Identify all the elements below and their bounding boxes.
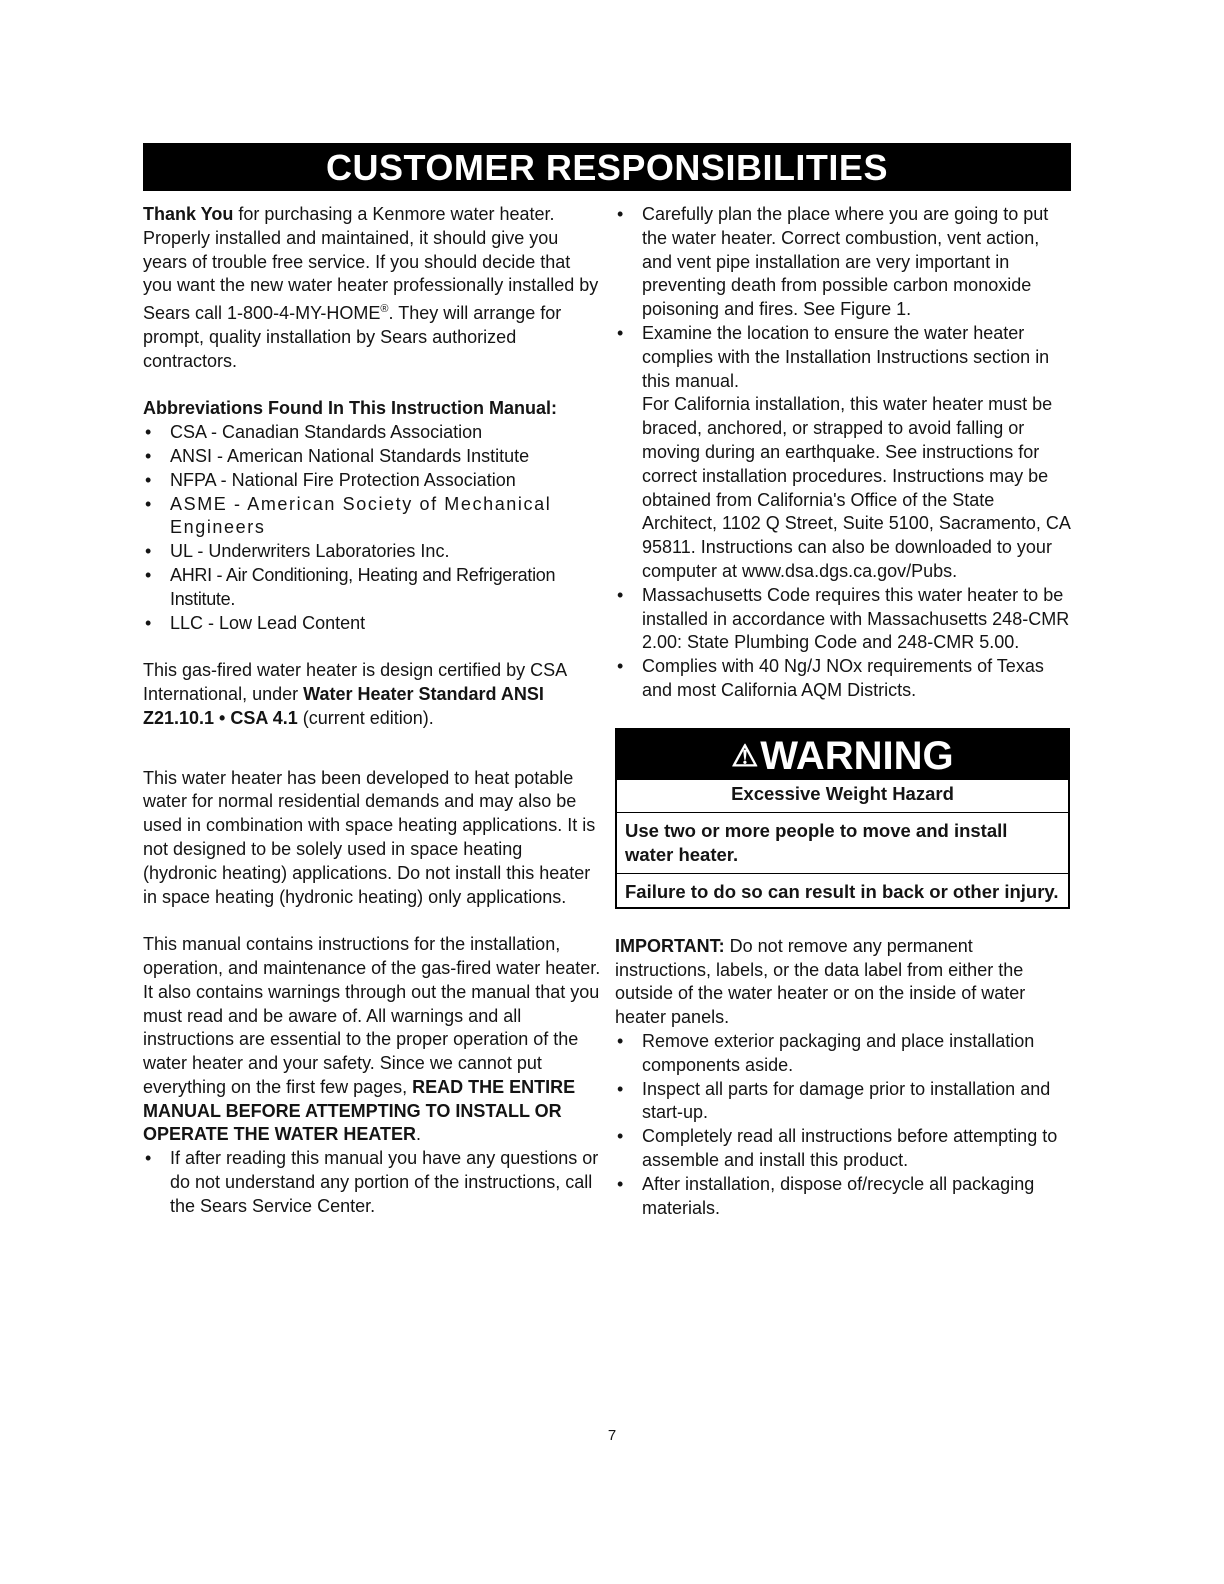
- certification-text-b: (current edition).: [297, 707, 434, 728]
- warning-title: Excessive Weight Hazard: [731, 782, 954, 804]
- bullet-icon: •: [145, 541, 152, 562]
- list-item: [615, 1030, 1073, 1078]
- important-item: Completely read all instructions before attempting to assemble and install this product.: [642, 1126, 1058, 1170]
- intro-text-a: for purchasing a Kenmore water heater. Properly installed and maintained, it should give you years of trouble free service. If you should decide that you want the new water heater professionally installed by Sears call 1-800-4-MY-HOME: [143, 204, 599, 324]
- abbreviation-llc: LLC - Low Lead Content: [170, 612, 366, 633]
- warning-box: [615, 728, 1070, 909]
- manual-info-emphasis: READ THE ENTIRE MANUAL BEFORE ATTEMPTING TO INSTALL OR OPERATE THE WATER HEATER: [143, 1076, 576, 1145]
- warning-header: [617, 730, 1068, 780]
- list-item: [615, 1173, 1073, 1221]
- registered-mark: ®: [380, 303, 389, 316]
- development-paragraph: This water heater has been developed to heat potable water for normal residential demands and may also be used in combination with space heating applications. It is not designed to be solely used in space heating (hydronic heating) applications. Do not install this heater in space heating (hydronic heating) only applications.: [143, 767, 596, 907]
- important-text: Do not remove any permanent instructions, labels, or the data label from either the outside of the water heater or on the inside of water heater panels.: [615, 935, 1026, 1028]
- warning-label: WARNING: [760, 733, 954, 778]
- examine-text: Examine the location to ensure the water heater complies with the Installation Instructions section in this manual.: [642, 322, 1050, 391]
- important-label: IMPORTANT:: [615, 935, 725, 956]
- intro-paragraph: [143, 203, 601, 374]
- list-item: [615, 322, 1073, 584]
- list-item: [615, 1078, 1073, 1126]
- bullet-icon: •: [145, 422, 152, 443]
- intro-text-b: . They will arrange for prompt, quality installation by Sears authorized contractors.: [143, 303, 562, 371]
- bullet-icon: •: [145, 612, 152, 633]
- important-list: [615, 1030, 1073, 1220]
- page-title: CUSTOMER RESPONSIBILITIES: [143, 143, 1071, 191]
- certification-standard: Water Heater Standard ANSI Z21.10.1 • CSA 4.1: [143, 683, 544, 728]
- abbreviation-csa: CSA - Canadian Standards Association: [170, 422, 483, 443]
- list-item: [615, 655, 1073, 703]
- left-column: [143, 203, 601, 1219]
- bullet-icon: •: [145, 469, 152, 490]
- page-number: 7: [607, 1427, 617, 1444]
- bullet-icon: •: [617, 1126, 624, 1147]
- warning-line-1: Use two or more people to move and install water heater.: [625, 819, 1008, 865]
- important-paragraph: [615, 935, 1073, 1030]
- bullet-icon: •: [145, 493, 152, 514]
- manual-info-text: This manual contains instructions for the installation, operation, and maintenance of the gas-fired water heater. It also contains warnings through out the manual that you must read and be aware of. All warnings and all instructions are essential to the proper operation of the water heater and your safety. Since we cannot put everything on the first few pages,: [143, 934, 601, 1097]
- questions-text: If after reading this manual you have any questions or do not understand any portion of the instructions, call the Sears Service Center.: [170, 1148, 599, 1216]
- manual-info-end: .: [416, 1124, 422, 1145]
- right-column: [615, 203, 1073, 1220]
- bullet-icon: •: [145, 1148, 152, 1169]
- important-item: After installation, dispose of/recycle all packaging materials.: [642, 1173, 1035, 1218]
- abbreviation-asme: ASME - American Society of Mechanical Engineers: [170, 493, 552, 538]
- abbreviation-ul: UL - Underwriters Laboratories Inc.: [170, 541, 450, 562]
- warning-body: [617, 782, 1068, 907]
- massachusetts-text: Massachusetts Code requires this water heater to be installed in accordance with Massachusetts 248-CMR 2.00: State Plumbing Code and 248-CMR 5.00.: [642, 584, 1070, 653]
- certification-text-a: This gas-fired water heater is design certified by CSA International, under: [143, 660, 567, 704]
- bullet-icon: •: [617, 1030, 624, 1051]
- abbreviations-list: [143, 421, 601, 635]
- list-item: [615, 1125, 1073, 1173]
- list-item: [143, 1147, 601, 1218]
- placement-list: [615, 203, 1073, 703]
- list-item: [143, 469, 601, 493]
- important-item: Remove exterior packaging and place installation components aside.: [642, 1030, 1035, 1075]
- plan-text: Carefully plan the place where you are going to put the water heater. Correct combustion, vent action, and vent pipe installation are very important in preventing death from possible carbon monoxide poisoning and fires. See Figure 1.: [642, 204, 1049, 320]
- abbreviation-ansi: ANSI - American National Standards Institute: [170, 445, 530, 466]
- bullet-icon: •: [617, 322, 624, 343]
- warning-triangle-icon: ⚠: [731, 739, 759, 773]
- certification-paragraph: [143, 659, 601, 730]
- list-item: [615, 584, 1073, 655]
- bullet-icon: •: [617, 1173, 624, 1194]
- list-item: [143, 421, 601, 445]
- bullet-icon: •: [145, 445, 152, 466]
- bullet-icon: •: [617, 1078, 624, 1099]
- list-item: [143, 493, 601, 541]
- intro-lead: Thank You: [143, 204, 234, 224]
- bullet-icon: •: [617, 584, 624, 605]
- bullet-icon: •: [145, 564, 152, 585]
- abbreviation-ahri: AHRI - Air Conditioning, Heating and Refrigeration Institute.: [170, 564, 556, 609]
- warning-line-2: Failure to do so can result in back or other injury.: [625, 880, 1059, 902]
- warning-divider: [617, 873, 1068, 874]
- california-text: For California installation, this water heater must be braced, anchored, or strapped to avoid falling or moving during an earthquake. See instructions for correct installation procedures. Instructions may be obtained from California's Office of the State Architect, 1102 Q Street, Suite 5100, Sacramento, CA 95811. Instructions can also be downloaded to your computer at www.dsa.dgs.ca.gov/Pubs.: [642, 394, 1070, 581]
- list-item: [143, 612, 601, 636]
- bullet-icon: •: [617, 204, 624, 224]
- questions-list: [143, 1147, 601, 1218]
- nox-text: Complies with 40 Ng/J NOx requirements of Texas and most California AQM Districts.: [642, 656, 1044, 700]
- list-item: [143, 564, 601, 612]
- list-item: [615, 203, 1073, 322]
- bullet-icon: •: [617, 656, 624, 677]
- warning-divider: [617, 812, 1068, 813]
- abbreviation-nfpa: NFPA - National Fire Protection Association: [170, 469, 516, 490]
- important-item: Inspect all parts for damage prior to installation and start-up.: [642, 1078, 1051, 1123]
- list-item: [143, 445, 601, 469]
- abbreviations-heading: Abbreviations Found In This Instruction Manual:: [143, 398, 557, 419]
- manual-info-paragraph: [143, 933, 601, 1147]
- list-item: [143, 540, 601, 564]
